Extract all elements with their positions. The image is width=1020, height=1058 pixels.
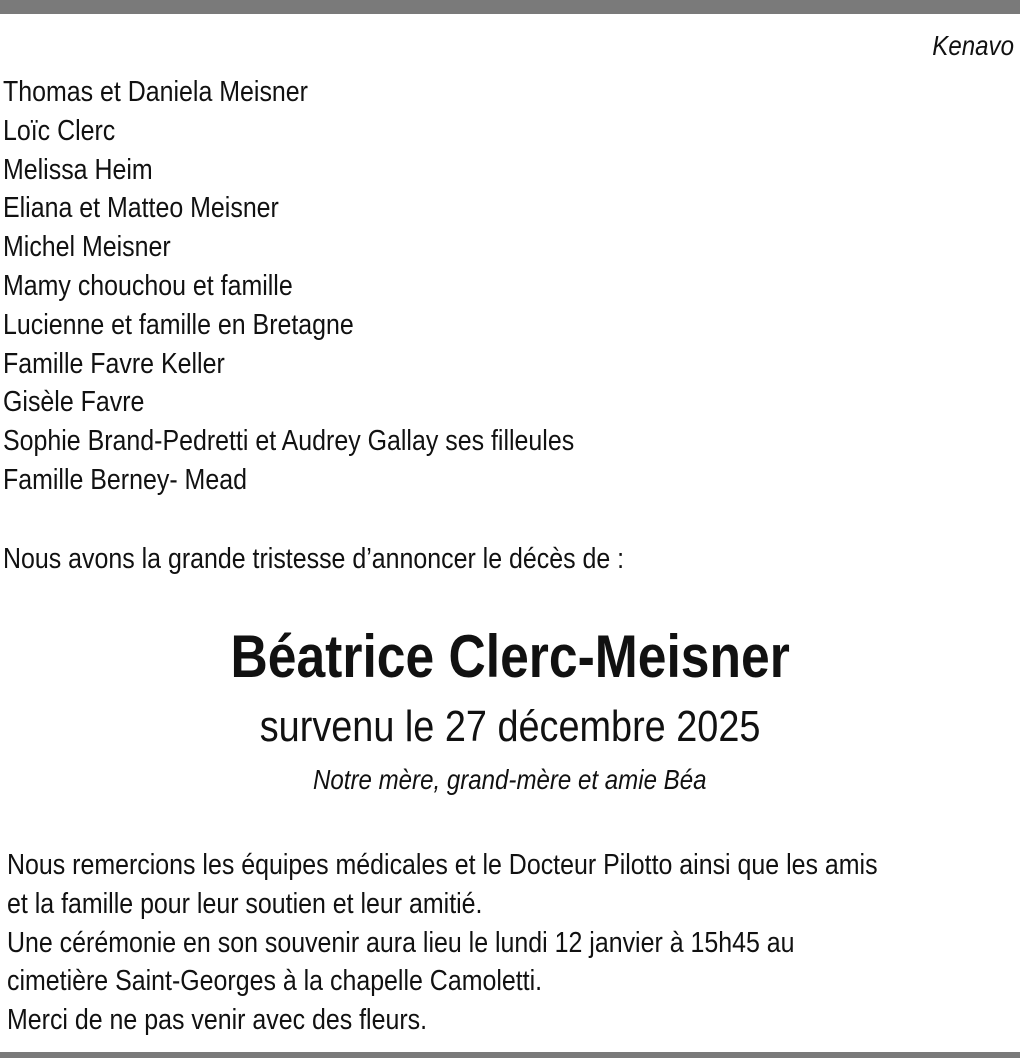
family-list (3, 73, 667, 500)
closing-line: Nous remercions les équipes médicales et le Docteur Pilotto ainsi que les amis (7, 849, 878, 881)
family-member: Melissa Heim (3, 153, 153, 186)
closing-paragraph (7, 846, 1019, 1040)
family-member: Thomas et Daniela Meisner (3, 76, 308, 108)
death-date (0, 700, 1020, 754)
closing-line: cimetière Saint-Georges à la chapelle Camoletti. (7, 965, 543, 998)
deceased-name-text: Béatrice Clerc-Meisner (230, 623, 790, 690)
family-member: Loïc Clerc (3, 114, 116, 147)
family-member: Famille Favre Keller (3, 347, 225, 380)
closing-line: Une cérémonie en son souvenir aura lieu le lundi 12 janvier à 15h45 au (7, 926, 795, 959)
top-rule (0, 0, 1020, 14)
family-member: Famille Berney- Mead (3, 463, 247, 496)
header-kenavo: Kenavo (932, 30, 1014, 61)
announcement-text: Nous avons la grande tristesse d’annoncer le décès de : (3, 543, 625, 575)
closing-line: Merci de ne pas venir avec des fleurs. (7, 1004, 428, 1037)
closing-line: et la famille pour leur soutien et leur amitié. (7, 887, 483, 920)
family-member: Lucienne et famille en Bretagne (3, 308, 354, 341)
bottom-rule (0, 1052, 1020, 1058)
family-member: Michel Meisner (3, 231, 171, 264)
deceased-subtitle-text: Notre mère, grand-mère et amie Béa (313, 764, 707, 795)
family-member: Mamy chouchou et famille (3, 269, 293, 302)
family-member: Sophie Brand-Pedretti et Audrey Gallay ses filleules (3, 425, 575, 458)
death-date-text: survenu le 27 décembre 2025 (259, 702, 761, 751)
deceased-name (0, 620, 1020, 694)
family-member: Gisèle Favre (3, 386, 145, 419)
family-member: Eliana et Matteo Meisner (3, 192, 279, 225)
deceased-subtitle (0, 762, 1020, 798)
